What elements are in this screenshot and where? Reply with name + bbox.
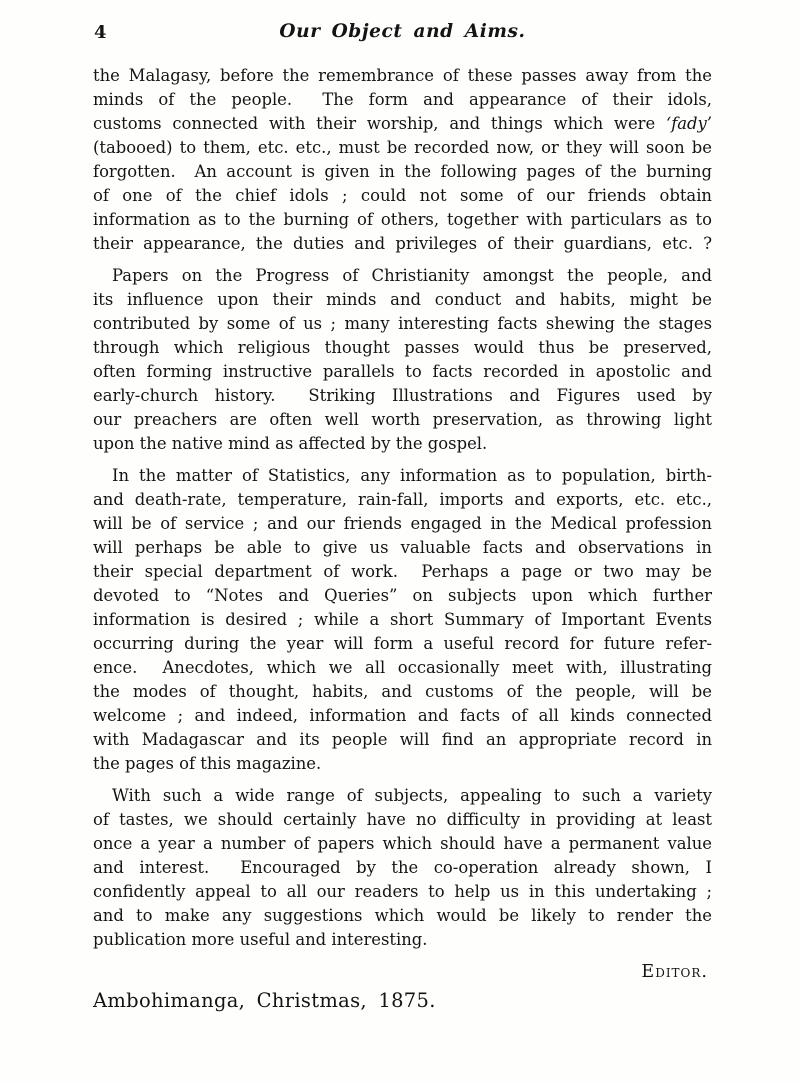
text-line bbox=[93, 680, 712, 704]
text-segment: the pages of this magazine. bbox=[93, 754, 322, 773]
text-line bbox=[93, 928, 712, 952]
text-segment: publication more useful and interesting. bbox=[93, 930, 428, 949]
page-header bbox=[93, 21, 712, 49]
text-line bbox=[93, 64, 712, 88]
text-segment: often forming instructive parallels to facts recorded in apostolic and bbox=[93, 362, 712, 381]
paragraph bbox=[93, 784, 712, 952]
text-segment: With such a wide range of subjects, appealing to such a variety bbox=[112, 786, 712, 805]
text-line bbox=[93, 432, 712, 456]
text-line bbox=[93, 136, 712, 160]
running-title: Our Object and Aims. bbox=[279, 21, 526, 42]
text-segment: and death-rate, temperature, rain-fall, imports and exports, etc. etc., bbox=[93, 490, 712, 509]
text-line bbox=[93, 360, 712, 384]
text-segment: the Malagasy, before the remembrance of these passes away from the bbox=[93, 66, 712, 85]
text-line bbox=[93, 752, 712, 776]
text-line bbox=[93, 384, 712, 408]
text-line bbox=[93, 560, 712, 584]
paragraph bbox=[93, 64, 712, 256]
text-segment: ence. Anecdotes, which we all occasionally meet with, illustrating bbox=[93, 658, 712, 677]
text-line bbox=[93, 88, 712, 112]
text-line bbox=[93, 264, 712, 288]
text-line bbox=[93, 880, 712, 904]
text-segment: information as to the burning of others, together with particulars as to bbox=[93, 210, 712, 229]
text-line bbox=[93, 832, 712, 856]
text-segment: their appearance, the duties and privileges of their guardians, etc. ? bbox=[93, 234, 712, 253]
italic-term: ‘fady’ bbox=[665, 114, 712, 133]
text-segment: our preachers are often well worth preservation, as throwing light bbox=[93, 410, 712, 429]
paragraph bbox=[93, 464, 712, 776]
text-segment: welcome ; and indeed, information and facts of all kinds connected bbox=[93, 706, 712, 725]
text-segment: minds of the people. The form and appearance of their idols, bbox=[93, 90, 712, 109]
text-line bbox=[93, 632, 712, 656]
text-segment: will perhaps be able to give us valuable facts and observations in bbox=[93, 538, 712, 557]
text-segment: In the matter of Statistics, any information as to population, birth- bbox=[112, 466, 712, 485]
text-line bbox=[93, 704, 712, 728]
text-segment: upon the native mind as affected by the gospel. bbox=[93, 434, 488, 453]
text-line bbox=[93, 856, 712, 880]
text-segment: (tabooed) to them, etc. etc., must be recorded now, or they will soon be bbox=[93, 138, 712, 157]
paragraph bbox=[93, 264, 712, 456]
text-line bbox=[93, 336, 712, 360]
text-segment: information is desired ; while a short Summary of Important Events bbox=[93, 610, 712, 629]
text-segment: forgotten. An account is given in the following pages of the burning bbox=[93, 162, 712, 181]
text-segment: of tastes, we should certainly have no difficulty in providing at least bbox=[93, 810, 712, 829]
text-segment: Papers on the Progress of Christianity amongst the people, and bbox=[112, 266, 712, 285]
text-segment: devoted to “Notes and Queries” on subjects upon which further bbox=[93, 586, 712, 605]
text-line bbox=[93, 112, 712, 136]
text-line bbox=[93, 728, 712, 752]
text-line bbox=[93, 208, 712, 232]
text-segment: of one of the chief idols ; could not some of our friends obtain bbox=[93, 186, 712, 205]
text-segment: its influence upon their minds and conduct and habits, might be bbox=[93, 290, 712, 309]
text-segment: contributed by some of us ; many interesting facts shewing the stages bbox=[93, 314, 712, 333]
text-line bbox=[93, 784, 712, 808]
text-segment: their special department of work. Perhaps a page or two may be bbox=[93, 562, 712, 581]
text-segment: occurring during the year will form a useful record for future refer- bbox=[93, 634, 712, 653]
text-line bbox=[93, 512, 712, 536]
text-line bbox=[93, 408, 712, 432]
text-line bbox=[93, 312, 712, 336]
text-line bbox=[93, 584, 712, 608]
text-segment: through which religious thought passes would thus be preserved, bbox=[93, 338, 712, 357]
text-line bbox=[93, 288, 712, 312]
text-segment: and to make any suggestions which would be likely to render the bbox=[93, 906, 712, 925]
text-segment: confidently appeal to all our readers to help us in this undertaking ; bbox=[93, 882, 712, 901]
text-segment: will be of service ; and our friends engaged in the Medical profession bbox=[93, 514, 712, 533]
text-line bbox=[93, 488, 712, 512]
body-text bbox=[93, 64, 712, 952]
text-segment: the modes of thought, habits, and customs of the people, will be bbox=[93, 682, 712, 701]
text-line bbox=[93, 464, 712, 488]
text-line bbox=[93, 608, 712, 632]
place-dateline: Ambohimanga, Christmas, 1875. bbox=[93, 989, 436, 1012]
text-line bbox=[93, 232, 712, 256]
text-segment: once a year a number of papers which should have a permanent value bbox=[93, 834, 712, 853]
text-line bbox=[93, 536, 712, 560]
page-number: 4 bbox=[94, 22, 108, 43]
text-line bbox=[93, 160, 712, 184]
text-segment: customs connected with their worship, and things which were bbox=[93, 114, 666, 133]
text-line bbox=[93, 656, 712, 680]
text-segment: with Madagascar and its people will find an appropriate record in bbox=[93, 730, 712, 749]
text-segment: and interest. Encouraged by the co-operation already shown, I bbox=[93, 858, 712, 877]
text-line bbox=[93, 184, 712, 208]
editor-signature: Editor. bbox=[641, 962, 708, 982]
text-segment: early-church history. Striking Illustrations and Figures used by bbox=[93, 386, 712, 405]
text-line bbox=[93, 808, 712, 832]
text-line bbox=[93, 904, 712, 928]
